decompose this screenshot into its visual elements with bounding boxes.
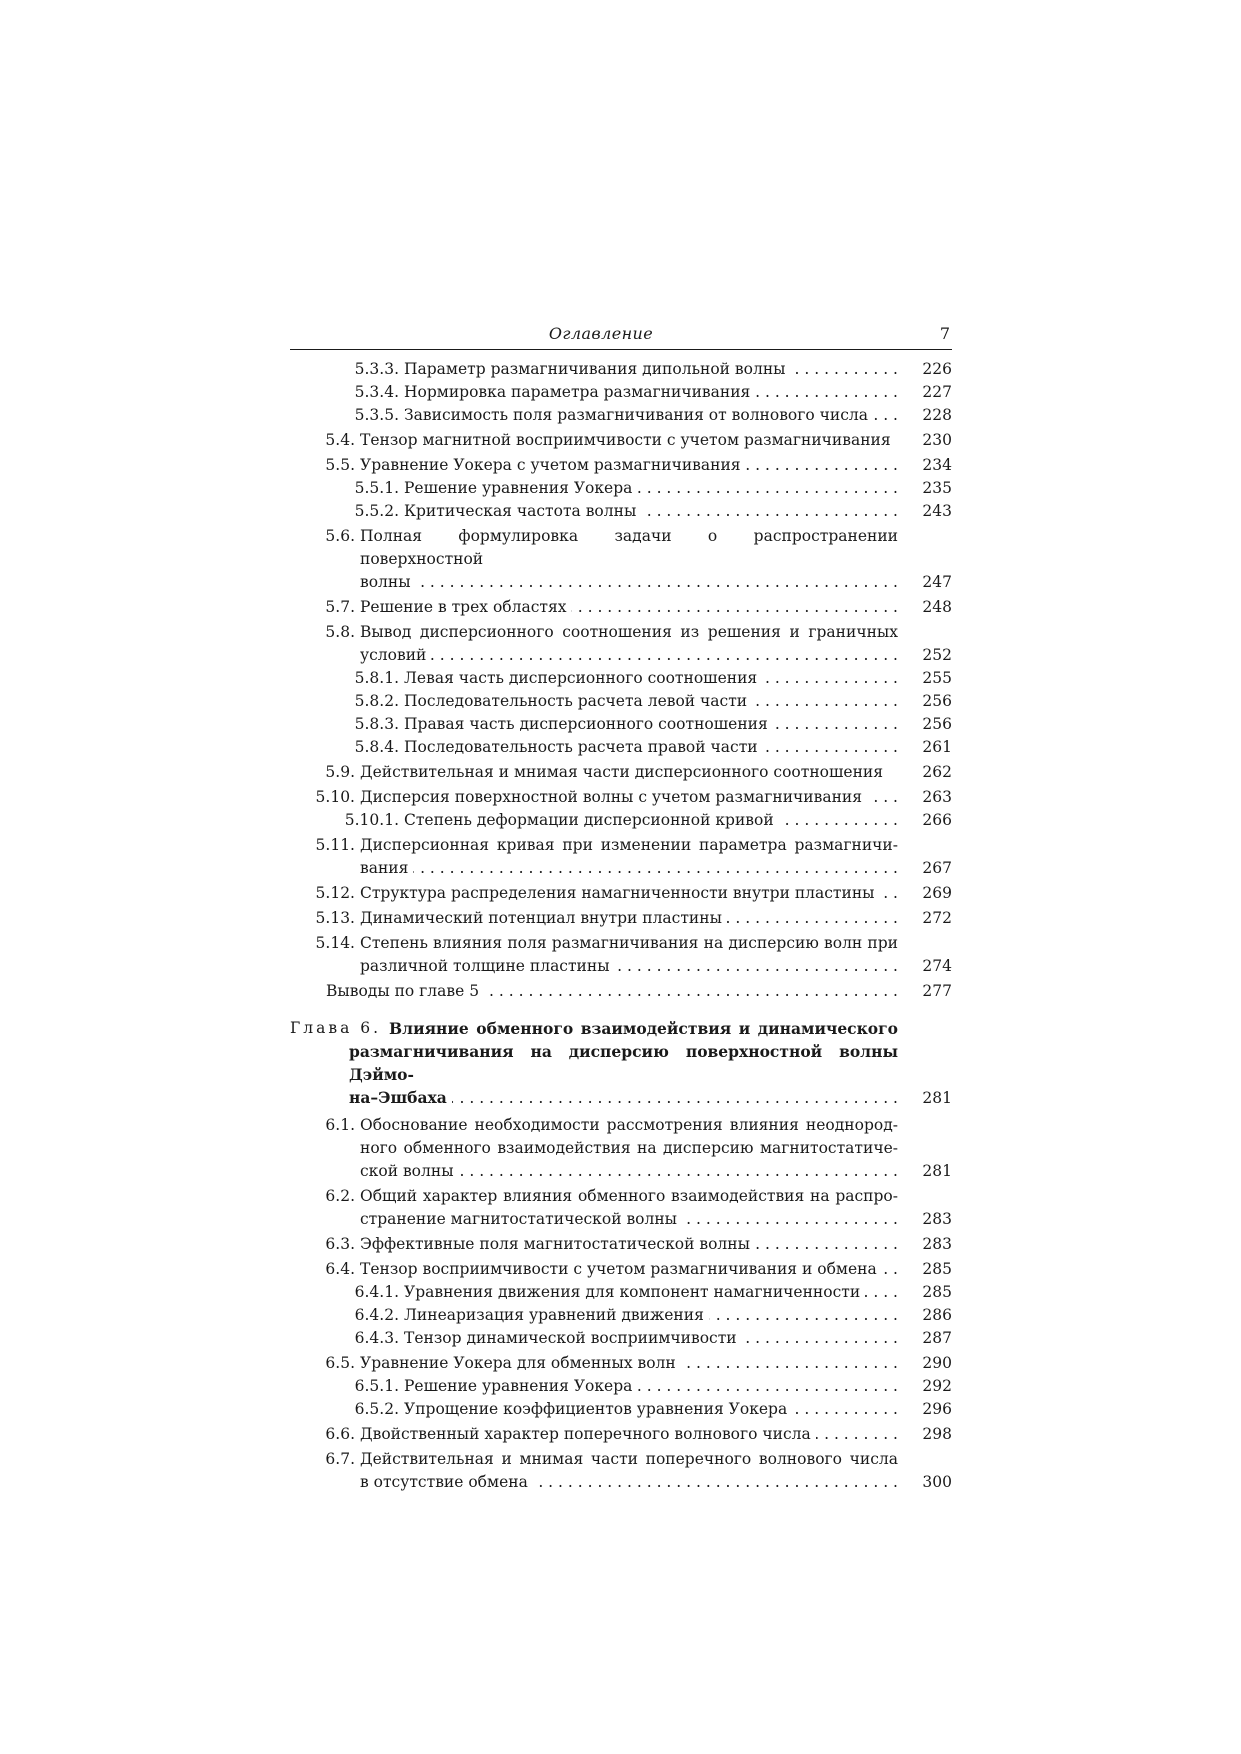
toc-entry xyxy=(290,1258,952,1281)
toc-entry xyxy=(290,1352,952,1375)
toc-entry xyxy=(290,429,952,452)
toc-number: 5.5.1. xyxy=(354,479,399,497)
leader-dots xyxy=(484,980,898,1003)
toc-number: 5.14. xyxy=(315,934,355,952)
toc-number: 6.4. xyxy=(325,1260,355,1278)
toc-title: Последовательность расчета правой части xyxy=(404,738,758,756)
toc-entry xyxy=(290,736,952,759)
toc-number: 5.8.2. xyxy=(354,692,399,710)
toc-title: Тензор динамической восприимчивости xyxy=(404,1329,737,1347)
toc-page: 261 xyxy=(922,738,952,756)
toc-entry xyxy=(290,713,952,736)
toc-number: 5.6. xyxy=(325,527,355,545)
toc-title: Последовательность расчета левой части xyxy=(404,692,748,710)
toc-title: Дисперсия поверхностной волны с учетом размагничивания xyxy=(360,788,863,806)
toc-number: 5.12. xyxy=(315,884,355,902)
toc-number: 6.4.2. xyxy=(354,1306,399,1324)
toc-page: 298 xyxy=(922,1425,952,1443)
toc-page: 274 xyxy=(922,957,952,975)
chapter-title-line: на–Эшбаха xyxy=(349,1088,447,1107)
toc-title: Двойственный характер поперечного волнового числа xyxy=(360,1425,811,1443)
toc-number: 6.4.3. xyxy=(354,1329,399,1347)
toc-number: 5.10.1. xyxy=(344,811,399,829)
toc-page: 252 xyxy=(922,646,952,664)
page xyxy=(290,323,952,1494)
toc-page: 277 xyxy=(922,982,952,1000)
toc-page: 287 xyxy=(922,1329,952,1347)
leader-dots xyxy=(727,907,898,930)
toc-number: 6.4.1. xyxy=(354,1283,399,1301)
toc-number: 5.11. xyxy=(315,836,355,854)
leader-dots xyxy=(615,955,898,978)
toc-number: 5.8.4. xyxy=(354,738,399,756)
toc-page: 256 xyxy=(922,715,952,733)
toc-page: 243 xyxy=(922,502,952,520)
toc-entry xyxy=(290,381,952,404)
toc-page: 263 xyxy=(922,788,952,806)
toc-page: 296 xyxy=(922,1400,952,1418)
toc-page: 281 xyxy=(922,1089,952,1107)
toc-title: Упрощение коэффициентов уравнения Уокера xyxy=(404,1400,788,1418)
toc-title-line: Действительная и мнимая части поперечного волнового числа xyxy=(360,1450,898,1468)
toc-number: 6.1. xyxy=(325,1116,355,1134)
toc-entry xyxy=(290,525,952,594)
toc-title-line: ного обменного взаимодействия на дисперсию магнитостатиче- xyxy=(360,1139,898,1157)
toc-page: 292 xyxy=(922,1377,952,1395)
toc-page: 235 xyxy=(922,479,952,497)
leader-dots xyxy=(755,381,898,404)
toc-title-line: странение магнитостатической волны xyxy=(360,1210,678,1228)
running-title: Оглавление xyxy=(548,324,654,343)
toc-title: Уравнение Уокера для обменных волн xyxy=(360,1354,676,1372)
toc-title: Тензор восприимчивости с учетом размагничивания и обмена xyxy=(360,1260,877,1278)
toc-title: Правая часть дисперсионного соотношения xyxy=(404,715,768,733)
toc-entry xyxy=(290,1281,952,1304)
leader-dots xyxy=(533,1471,898,1494)
toc-number: 5.8.1. xyxy=(354,669,399,687)
toc-page: 283 xyxy=(922,1235,952,1253)
leader-dots xyxy=(681,1352,898,1375)
toc-entry xyxy=(290,1327,952,1350)
toc-entry xyxy=(290,454,952,477)
leader-dots xyxy=(873,404,898,427)
running-header xyxy=(290,323,952,350)
toc-number: 5.7. xyxy=(325,598,355,616)
toc-title: Левая часть дисперсионного соотношения xyxy=(404,669,758,687)
toc-page: 234 xyxy=(922,456,952,474)
toc-entry xyxy=(290,500,952,523)
leader-dots xyxy=(816,1423,898,1446)
toc-page: 255 xyxy=(922,669,952,687)
toc-number: 5.3.3. xyxy=(354,360,399,378)
toc-title-line: условий xyxy=(360,646,427,664)
toc-page: 228 xyxy=(922,406,952,424)
toc-entry xyxy=(290,404,952,427)
leader-dots xyxy=(682,1208,898,1231)
toc-title-line: ской волны xyxy=(360,1162,454,1180)
table-of-contents xyxy=(290,358,952,1494)
toc-page: 226 xyxy=(922,360,952,378)
toc-title: Выводы по главе 5 xyxy=(326,982,480,1000)
toc-number: 5.3.4. xyxy=(354,383,399,401)
leader-dots xyxy=(571,596,898,619)
toc-title: Нормировка параметра размагничивания xyxy=(404,383,751,401)
toc-page: 281 xyxy=(922,1162,952,1180)
leader-dots xyxy=(413,857,898,880)
leader-dots xyxy=(792,1398,898,1421)
toc-entry xyxy=(290,932,952,978)
toc-number: 5.8.3. xyxy=(354,715,399,733)
toc-entry xyxy=(290,690,952,713)
leader-dots xyxy=(865,1281,898,1304)
toc-page: 283 xyxy=(922,1210,952,1228)
leader-dots xyxy=(637,1375,898,1398)
toc-title-line: Дисперсионная кривая при изменении параметра размагничи- xyxy=(360,836,898,854)
toc-title: Решение уравнения Уокера xyxy=(404,1377,633,1395)
toc-title: Решение в трех областях xyxy=(360,598,567,616)
toc-chapter xyxy=(290,1017,952,1110)
toc-title-line: Вывод дисперсионного соотношения из решения и граничных xyxy=(360,623,898,641)
toc-entry xyxy=(290,834,952,880)
toc-page: 286 xyxy=(922,1306,952,1324)
toc-entry xyxy=(290,809,952,832)
toc-entry xyxy=(290,477,952,500)
toc-number: 6.7. xyxy=(325,1450,355,1468)
toc-entry xyxy=(290,761,952,784)
page-number: 7 xyxy=(939,324,950,343)
chapter-label: Глава 6. xyxy=(290,1019,382,1037)
toc-title: Линеаризация уравнений движения xyxy=(404,1306,704,1324)
toc-title-line: Обоснование необходимости рассмотрения влияния неоднород- xyxy=(360,1116,898,1134)
toc-number: 5.3.5. xyxy=(354,406,399,424)
toc-number: 5.13. xyxy=(315,909,355,927)
toc-title-line: волны xyxy=(360,573,411,591)
toc-entry xyxy=(290,621,952,667)
toc-title: Степень деформации дисперсионной кривой xyxy=(404,811,774,829)
toc-number: 6.2. xyxy=(325,1187,355,1205)
leader-dots xyxy=(763,736,898,759)
toc-number: 6.5.2. xyxy=(354,1400,399,1418)
toc-entry xyxy=(290,1304,952,1327)
toc-entry xyxy=(290,1375,952,1398)
toc-page: 266 xyxy=(922,811,952,829)
toc-number: 5.4. xyxy=(325,431,355,449)
toc-page: 230 xyxy=(922,431,952,449)
toc-title: Уравнение Уокера с учетом размагничивания xyxy=(360,456,741,474)
toc-number: 6.5. xyxy=(325,1354,355,1372)
leader-dots xyxy=(791,358,899,381)
toc-page: 269 xyxy=(922,884,952,902)
leader-dots xyxy=(746,454,898,477)
toc-number: 5.8. xyxy=(325,623,355,641)
toc-number: 5.10. xyxy=(315,788,355,806)
leader-dots xyxy=(459,1160,898,1183)
leader-dots xyxy=(773,713,898,736)
toc-title-line: Общий характер влияния обменного взаимодействия на распро- xyxy=(360,1187,898,1205)
toc-number: 6.6. xyxy=(325,1425,355,1443)
toc-title-line: различной толщине пластины xyxy=(360,957,610,975)
leader-dots xyxy=(882,1258,898,1281)
toc-page: 262 xyxy=(922,763,952,781)
toc-title: Действительная и мнимая части дисперсионного соотношения xyxy=(360,763,884,781)
chapter-title-line: Влияние обменного взаимодействия и динамического xyxy=(389,1019,898,1038)
toc-entry xyxy=(290,667,952,690)
leader-dots xyxy=(742,1327,898,1350)
toc-title-line: вания xyxy=(360,859,409,877)
leader-dots xyxy=(416,571,898,594)
toc-title: Зависимость поля размагничивания от волнового числа xyxy=(404,406,868,424)
toc-page: 285 xyxy=(922,1260,952,1278)
toc-entry xyxy=(290,358,952,381)
leader-dots xyxy=(779,809,898,832)
toc-title: Параметр размагничивания дипольной волны xyxy=(404,360,786,378)
leader-dots xyxy=(867,786,898,809)
toc-entry xyxy=(290,1423,952,1446)
toc-title: Уравнения движения для компонент намагниченности xyxy=(404,1283,861,1301)
leader-dots xyxy=(762,667,898,690)
toc-title-line: Полная формулировка задачи о распространении поверхностной xyxy=(360,527,898,568)
toc-entry xyxy=(290,1233,952,1256)
toc-entry xyxy=(290,907,952,930)
leader-dots xyxy=(431,644,898,667)
toc-title: Динамический потенциал внутри пластины xyxy=(360,909,722,927)
toc-title: Структура распределения намагниченности внутри пластины xyxy=(360,884,875,902)
toc-page: 248 xyxy=(922,598,952,616)
toc-title: Эффективные поля магнитостатической волны xyxy=(360,1235,750,1253)
toc-title: Критическая частота волны xyxy=(404,502,637,520)
toc-title-line: Степень влияния поля размагничивания на дисперсию волн при xyxy=(360,934,898,952)
toc-page: 290 xyxy=(922,1354,952,1372)
toc-page: 247 xyxy=(922,573,952,591)
toc-entry xyxy=(290,980,952,1003)
toc-title: Решение уравнения Уокера xyxy=(404,479,633,497)
toc-entry xyxy=(290,1185,952,1231)
toc-page: 267 xyxy=(922,859,952,877)
toc-entry xyxy=(290,882,952,905)
toc-entry xyxy=(290,596,952,619)
toc-entry xyxy=(290,1114,952,1183)
toc-number: 6.5.1. xyxy=(354,1377,399,1395)
leader-dots xyxy=(452,1087,898,1110)
leader-dots xyxy=(752,690,898,713)
toc-title-line: в отсутствие обмена xyxy=(360,1473,528,1491)
toc-number: 5.9. xyxy=(325,763,355,781)
toc-page: 300 xyxy=(922,1473,952,1491)
toc-page: 285 xyxy=(922,1283,952,1301)
leader-dots xyxy=(637,477,898,500)
toc-page: 227 xyxy=(922,383,952,401)
toc-page: 272 xyxy=(922,909,952,927)
toc-page: 256 xyxy=(922,692,952,710)
leader-dots xyxy=(709,1304,898,1327)
leader-dots xyxy=(880,882,898,905)
toc-title: Тензор магнитной восприимчивости с учетом размагничивания xyxy=(360,431,891,449)
toc-entry xyxy=(290,1448,952,1494)
toc-entry xyxy=(290,786,952,809)
leader-dots xyxy=(641,500,898,523)
toc-number: 6.3. xyxy=(325,1235,355,1253)
toc-number: 5.5.2. xyxy=(354,502,399,520)
leader-dots xyxy=(755,1233,898,1256)
toc-number: 5.5. xyxy=(325,456,355,474)
chapter-title-line: размагничивания на дисперсию поверхностной волны Дэймо- xyxy=(349,1042,898,1084)
toc-entry xyxy=(290,1398,952,1421)
